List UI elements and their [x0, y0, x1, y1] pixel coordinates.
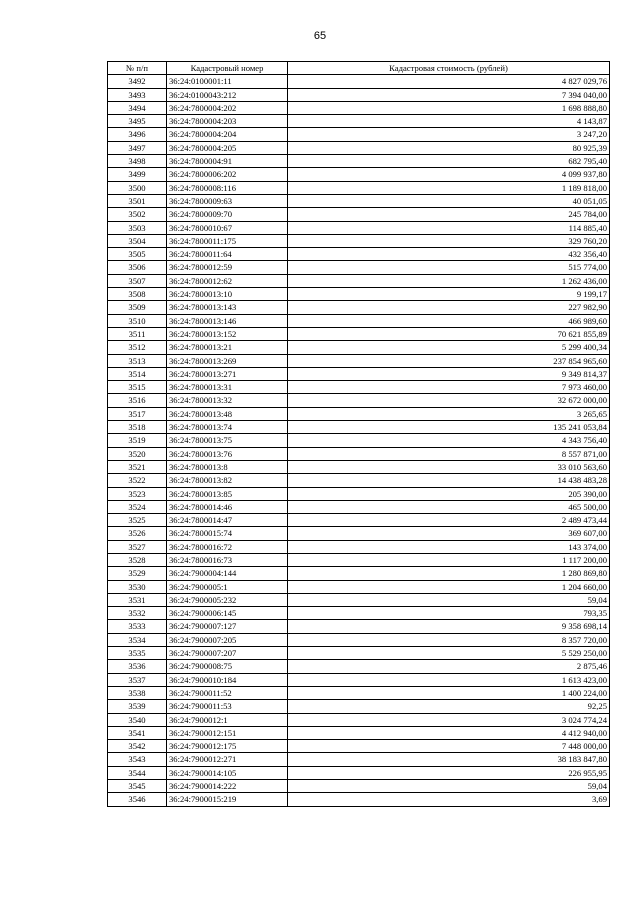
table-row [108, 673, 610, 686]
table-row [108, 766, 610, 779]
cadastral-value-cell: 1 613 423,00 [288, 673, 610, 686]
row-number-cell: 3508 [108, 288, 167, 301]
row-number-cell: 3511 [108, 327, 167, 340]
table-row [108, 460, 610, 473]
cadastral-value-cell: 9 349 814,37 [288, 367, 610, 380]
table-body [108, 75, 610, 806]
cadastral-value-cell: 1 189 818,00 [288, 181, 610, 194]
cadastral-number-cell: 36:24:7800009:70 [167, 208, 288, 221]
table-row [108, 633, 610, 646]
row-number-cell: 3532 [108, 607, 167, 620]
row-number-cell: 3526 [108, 527, 167, 540]
cadastral-number-cell: 36:24:7800004:202 [167, 101, 288, 114]
cadastral-number-cell: 36:24:7800016:72 [167, 540, 288, 553]
cadastral-value-cell: 1 204 660,00 [288, 580, 610, 593]
cadastral-number-cell: 36:24:7900011:53 [167, 700, 288, 713]
cadastral-number-cell: 36:24:7800004:203 [167, 115, 288, 128]
table-row [108, 474, 610, 487]
row-number-cell: 3504 [108, 234, 167, 247]
cadastral-number-cell: 36:24:7900007:127 [167, 620, 288, 633]
cadastral-value-cell: 7 973 460,00 [288, 381, 610, 394]
table-header [108, 62, 610, 75]
table-row [108, 407, 610, 420]
cadastral-value-cell: 143 374,00 [288, 540, 610, 553]
cadastral-value-cell: 432 356,40 [288, 248, 610, 261]
cadastral-value-cell: 7 448 000,00 [288, 740, 610, 753]
table-row [108, 660, 610, 673]
cadastral-value-cell: 92,25 [288, 700, 610, 713]
table-row [108, 713, 610, 726]
cadastral-value-cell: 4 827 029,76 [288, 75, 610, 88]
row-number-cell: 3525 [108, 514, 167, 527]
cadastral-value-cell: 4 143,87 [288, 115, 610, 128]
cadastral-value-cell: 40 051,05 [288, 194, 610, 207]
table-row [108, 75, 610, 88]
cadastral-number-cell: 36:24:7900010:184 [167, 673, 288, 686]
table-row [108, 341, 610, 354]
cadastral-number-cell: 36:24:7800012:59 [167, 261, 288, 274]
cadastral-number-cell: 36:24:7800013:10 [167, 288, 288, 301]
cadastral-value-cell: 205 390,00 [288, 487, 610, 500]
row-number-cell: 3500 [108, 181, 167, 194]
table-row [108, 620, 610, 633]
cadastral-value-cell: 3,69 [288, 793, 610, 806]
cadastral-number-cell: 36:24:7800008:116 [167, 181, 288, 194]
table-row [108, 514, 610, 527]
cadastral-value-cell: 9 199,17 [288, 288, 610, 301]
cadastral-number-cell: 36:24:7800016:73 [167, 553, 288, 566]
cadastral-number-cell: 36:24:7800004:205 [167, 141, 288, 154]
cadastral-value-cell: 682 795,40 [288, 155, 610, 168]
table-row [108, 793, 610, 806]
cadastral-value-cell: 2 489 473,44 [288, 514, 610, 527]
cadastral-number-cell: 36:24:7900005:1 [167, 580, 288, 593]
row-number-cell: 3509 [108, 301, 167, 314]
cadastral-value-cell: 369 607,00 [288, 527, 610, 540]
cadastral-number-cell: 36:24:7800014:47 [167, 514, 288, 527]
cadastral-value-cell: 32 672 000,00 [288, 394, 610, 407]
table-row [108, 434, 610, 447]
row-number-cell: 3521 [108, 460, 167, 473]
table-row [108, 567, 610, 580]
cadastral-value-cell: 1 262 436,00 [288, 274, 610, 287]
cadastral-number-cell: 36:24:7900012:151 [167, 726, 288, 739]
row-number-cell: 3518 [108, 421, 167, 434]
row-number-cell: 3534 [108, 633, 167, 646]
cadastral-number-cell: 36:24:7800011:175 [167, 234, 288, 247]
row-number-cell: 3544 [108, 766, 167, 779]
cadastral-number-cell: 36:24:7800006:202 [167, 168, 288, 181]
cadastral-value-cell: 9 358 698,14 [288, 620, 610, 633]
cadastral-number-cell: 36:24:7900015:219 [167, 793, 288, 806]
cadastral-number-cell: 36:24:7800013:85 [167, 487, 288, 500]
cadastral-number-cell: 36:24:7800013:82 [167, 474, 288, 487]
table-row [108, 593, 610, 606]
cadastral-value-cell: 329 760,20 [288, 234, 610, 247]
table-row [108, 327, 610, 340]
header-row [108, 62, 610, 75]
cadastral-value-cell: 4 099 937,80 [288, 168, 610, 181]
row-number-cell: 3537 [108, 673, 167, 686]
row-number-cell: 3499 [108, 168, 167, 181]
cadastral-value-cell: 1 280 869,80 [288, 567, 610, 580]
table-row [108, 540, 610, 553]
cadastral-number-cell: 36:24:7800013:146 [167, 314, 288, 327]
cadastral-number-cell: 36:24:7900012:271 [167, 753, 288, 766]
cadastral-number-cell: 36:24:7800013:271 [167, 367, 288, 380]
cadastral-value-cell: 245 784,00 [288, 208, 610, 221]
table-row [108, 421, 610, 434]
row-number-cell: 3515 [108, 381, 167, 394]
cadastral-value-cell: 8 557 871,00 [288, 447, 610, 460]
header-row-number: № п/п [108, 62, 167, 75]
cadastral-number-cell: 36:24:7800013:75 [167, 434, 288, 447]
row-number-cell: 3493 [108, 88, 167, 101]
cadastral-number-cell: 36:24:7900012:1 [167, 713, 288, 726]
row-number-cell: 3495 [108, 115, 167, 128]
cadastral-number-cell: 36:24:7800012:62 [167, 274, 288, 287]
table-row [108, 607, 610, 620]
cadastral-value-cell: 3 024 774,24 [288, 713, 610, 726]
cadastral-value-cell: 59,04 [288, 780, 610, 793]
table-row [108, 248, 610, 261]
cadastral-number-cell: 36:24:7800004:91 [167, 155, 288, 168]
row-number-cell: 3520 [108, 447, 167, 460]
row-number-cell: 3517 [108, 407, 167, 420]
cadastral-value-cell: 3 265,65 [288, 407, 610, 420]
row-number-cell: 3519 [108, 434, 167, 447]
table-row [108, 686, 610, 699]
table-row [108, 527, 610, 540]
cadastral-number-cell: 36:24:7800013:143 [167, 301, 288, 314]
row-number-cell: 3535 [108, 647, 167, 660]
row-number-cell: 3538 [108, 686, 167, 699]
cadastral-number-cell: 36:24:7800015:74 [167, 527, 288, 540]
row-number-cell: 3522 [108, 474, 167, 487]
row-number-cell: 3523 [108, 487, 167, 500]
cadastral-value-cell: 515 774,00 [288, 261, 610, 274]
cadastral-value-cell: 14 438 483,28 [288, 474, 610, 487]
table-row [108, 88, 610, 101]
cadastral-number-cell: 36:24:7800013:269 [167, 354, 288, 367]
table-row [108, 726, 610, 739]
cadastral-number-cell: 36:24:7800013:74 [167, 421, 288, 434]
cadastral-number-cell: 36:24:7800013:76 [167, 447, 288, 460]
table-row [108, 288, 610, 301]
cadastral-number-cell: 36:24:7800014:46 [167, 500, 288, 513]
cadastral-value-cell: 237 854 965,60 [288, 354, 610, 367]
row-number-cell: 3533 [108, 620, 167, 633]
row-number-cell: 3527 [108, 540, 167, 553]
cadastral-value-cell: 1 698 888,80 [288, 101, 610, 114]
cadastral-value-cell: 1 400 224,00 [288, 686, 610, 699]
row-number-cell: 3492 [108, 75, 167, 88]
cadastral-number-cell: 36:24:7900004:144 [167, 567, 288, 580]
cadastral-number-cell: 36:24:7900007:207 [167, 647, 288, 660]
row-number-cell: 3516 [108, 394, 167, 407]
row-number-cell: 3540 [108, 713, 167, 726]
cadastral-number-cell: 36:24:7800010:67 [167, 221, 288, 234]
cadastral-value-cell: 114 885,40 [288, 221, 610, 234]
table-row [108, 394, 610, 407]
table-row [108, 115, 610, 128]
row-number-cell: 3501 [108, 194, 167, 207]
cadastral-number-cell: 36:24:7800013:32 [167, 394, 288, 407]
row-number-cell: 3530 [108, 580, 167, 593]
cadastral-value-cell: 4 343 756,40 [288, 434, 610, 447]
cadastral-value-cell: 7 394 040,00 [288, 88, 610, 101]
cadastral-value-table [107, 61, 610, 807]
table-row [108, 314, 610, 327]
table-row [108, 381, 610, 394]
row-number-cell: 3531 [108, 593, 167, 606]
row-number-cell: 3546 [108, 793, 167, 806]
row-number-cell: 3498 [108, 155, 167, 168]
cadastral-value-cell: 2 875,46 [288, 660, 610, 673]
header-cadastral-number: Кадастровый номер [167, 62, 288, 75]
row-number-cell: 3496 [108, 128, 167, 141]
table-row [108, 740, 610, 753]
row-number-cell: 3505 [108, 248, 167, 261]
row-number-cell: 3514 [108, 367, 167, 380]
table-row [108, 274, 610, 287]
row-number-cell: 3528 [108, 553, 167, 566]
table-row [108, 301, 610, 314]
table-row [108, 447, 610, 460]
row-number-cell: 3497 [108, 141, 167, 154]
row-number-cell: 3542 [108, 740, 167, 753]
cadastral-number-cell: 36:24:7900005:232 [167, 593, 288, 606]
cadastral-number-cell: 36:24:7800013:48 [167, 407, 288, 420]
row-number-cell: 3510 [108, 314, 167, 327]
row-number-cell: 3503 [108, 221, 167, 234]
table-row [108, 234, 610, 247]
table-row [108, 500, 610, 513]
cadastral-value-cell: 80 925,39 [288, 141, 610, 154]
table-row [108, 647, 610, 660]
cadastral-value-cell: 466 989,60 [288, 314, 610, 327]
row-number-cell: 3539 [108, 700, 167, 713]
row-number-cell: 3541 [108, 726, 167, 739]
cadastral-number-cell: 36:24:7900007:205 [167, 633, 288, 646]
row-number-cell: 3506 [108, 261, 167, 274]
row-number-cell: 3545 [108, 780, 167, 793]
cadastral-value-cell: 1 117 200,00 [288, 553, 610, 566]
table-row [108, 367, 610, 380]
table-row [108, 208, 610, 221]
table-row [108, 155, 610, 168]
table-row [108, 101, 610, 114]
cadastral-value-cell: 4 412 940,00 [288, 726, 610, 739]
cadastral-number-cell: 36:24:7800009:63 [167, 194, 288, 207]
table-row [108, 553, 610, 566]
cadastral-number-cell: 36:24:7900006:145 [167, 607, 288, 620]
cadastral-number-cell: 36:24:0100001:11 [167, 75, 288, 88]
row-number-cell: 3512 [108, 341, 167, 354]
cadastral-value-cell: 8 357 720,00 [288, 633, 610, 646]
header-cadastral-value: Кадастровая стоимость (рублей) [288, 62, 610, 75]
cadastral-number-cell: 36:24:7800013:8 [167, 460, 288, 473]
cadastral-number-cell: 36:24:7900012:175 [167, 740, 288, 753]
row-number-cell: 3543 [108, 753, 167, 766]
cadastral-value-cell: 5 529 250,00 [288, 647, 610, 660]
cadastral-number-cell: 36:24:7800013:31 [167, 381, 288, 394]
table-row [108, 753, 610, 766]
table-row [108, 181, 610, 194]
cadastral-number-cell: 36:24:7800011:64 [167, 248, 288, 261]
row-number-cell: 3513 [108, 354, 167, 367]
cadastral-number-cell: 36:24:7800004:204 [167, 128, 288, 141]
cadastral-value-cell: 33 010 563,60 [288, 460, 610, 473]
table-row [108, 261, 610, 274]
row-number-cell: 3529 [108, 567, 167, 580]
cadastral-number-cell: 36:24:7800013:152 [167, 327, 288, 340]
row-number-cell: 3536 [108, 660, 167, 673]
table-row [108, 354, 610, 367]
cadastral-number-cell: 36:24:7900014:222 [167, 780, 288, 793]
cadastral-number-cell: 36:24:7900008:75 [167, 660, 288, 673]
table-row [108, 700, 610, 713]
table-row [108, 141, 610, 154]
cadastral-value-cell: 226 955,95 [288, 766, 610, 779]
cadastral-value-cell: 135 241 053,84 [288, 421, 610, 434]
cadastral-number-cell: 36:24:7900011:52 [167, 686, 288, 699]
row-number-cell: 3524 [108, 500, 167, 513]
table-row [108, 487, 610, 500]
cadastral-value-cell: 465 500,00 [288, 500, 610, 513]
cadastral-number-cell: 36:24:0100043:212 [167, 88, 288, 101]
cadastral-value-cell: 227 982,90 [288, 301, 610, 314]
table-row [108, 221, 610, 234]
table-row [108, 580, 610, 593]
table-row [108, 780, 610, 793]
cadastral-value-cell: 38 183 847,80 [288, 753, 610, 766]
table-row [108, 128, 610, 141]
cadastral-value-cell: 793,35 [288, 607, 610, 620]
cadastral-value-cell: 3 247,20 [288, 128, 610, 141]
cadastral-value-cell: 70 621 855,89 [288, 327, 610, 340]
row-number-cell: 3494 [108, 101, 167, 114]
table-row [108, 168, 610, 181]
cadastral-value-cell: 5 299 400,34 [288, 341, 610, 354]
row-number-cell: 3502 [108, 208, 167, 221]
cadastral-number-cell: 36:24:7900014:105 [167, 766, 288, 779]
page-number: 65 [313, 30, 327, 42]
row-number-cell: 3507 [108, 274, 167, 287]
table-row [108, 194, 610, 207]
cadastral-value-cell: 59,04 [288, 593, 610, 606]
cadastral-number-cell: 36:24:7800013:21 [167, 341, 288, 354]
